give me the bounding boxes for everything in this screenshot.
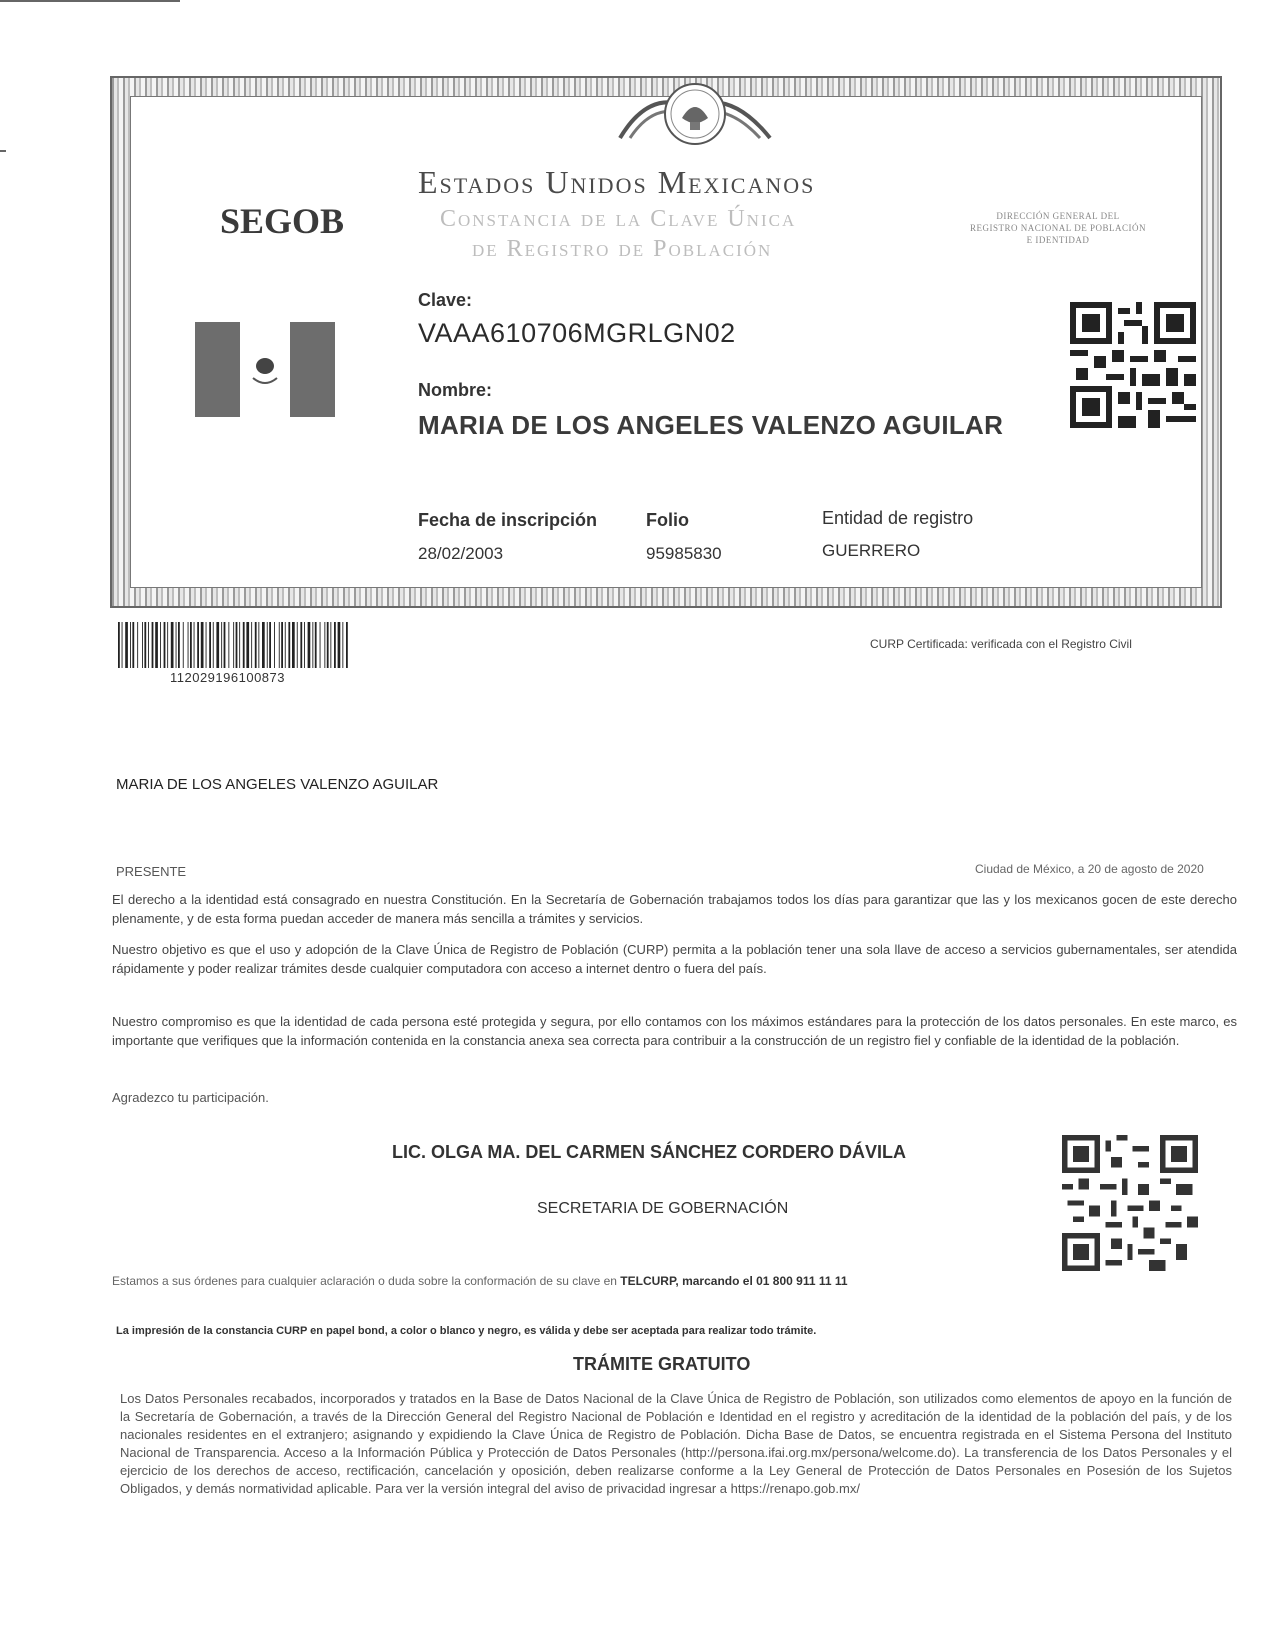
barcode-icon <box>118 622 348 668</box>
nombre-label: Nombre: <box>418 380 493 400</box>
letter-recipient: MARIA DE LOS ANGELES VALENZO AGUILAR <box>116 776 439 793</box>
qr-code-icon <box>1070 302 1196 428</box>
entidad-value: GUERRERO <box>822 541 921 560</box>
thanks-text: Agradezco tu participación. <box>112 1090 269 1105</box>
qr-code-icon <box>1062 1135 1198 1271</box>
certificate-subtitle-1: Constancia de la Clave Única <box>440 206 797 232</box>
barcode-number: 112029196100873 <box>170 670 285 685</box>
contact-phone: TELCURP, marcando el 01 800 911 11 11 <box>620 1274 848 1288</box>
entidad-label: Entidad de registro <box>822 508 974 528</box>
clave-label: Clave: <box>418 290 473 310</box>
tramite-gratuito: TRÁMITE GRATUITO <box>573 1354 751 1374</box>
dg-line-1: DIRECCIÓN GENERAL DEL <box>996 211 1120 221</box>
certificate-subtitle-2: de Registro de Población <box>472 236 773 262</box>
place-date: Ciudad de México, a 20 de agosto de 2020 <box>975 862 1204 876</box>
dg-line-3: E IDENTIDAD <box>1026 235 1090 245</box>
scan-artifact-mark <box>0 150 6 152</box>
dg-registro-nacional <box>938 210 1178 246</box>
contact-text: Estamos a sus órdenes para cualquier aclaración o duda sobre la conformación de su clave en <box>112 1274 621 1288</box>
dg-line-2: REGISTRO NACIONAL DE POBLACIÓN <box>970 223 1146 233</box>
paragraph-3: Nuestro compromiso es que la identidad de cada persona esté protegida y segura, por ello contamos con los máximos estándares para la protección de los datos personales. En este marco, es importante que verifiques que la información contenida en la constancia anexa sea correcta para contribuir a la construcción de un registro fiel y confiable de la identidad de la población. <box>112 1014 1237 1048</box>
curp-value: VAAA610706MGRLGN02 <box>418 318 736 348</box>
paragraph-1: El derecho a la identidad está consagrado en nuestra Constitución. En la Secretaría de Gobernación trabajamos todos los días para garantizar que las y los mexicanos gocen de este derecho plenamente, y de esta forma puedan acceder de manera más sencilla a trámites y servicios. <box>112 892 1237 926</box>
nombre-value: MARIA DE LOS ANGELES VALENZO AGUILAR <box>418 410 1004 440</box>
folio-value: 95985830 <box>646 544 722 563</box>
mexican-flag-icon <box>195 322 335 417</box>
curp-certified-note: CURP Certificada: verificada con el Registro Civil <box>870 637 1132 651</box>
privacy-notice: Los Datos Personales recabados, incorporados y tratados en la Base de Datos Nacional de la Clave Única de Registro de Población, son utilizados como elementos de apoyo en la función de la Secretaría de Gobernación, a través de la Dirección General del Registro Nacional de Población e Identidad en el registro y acreditación de la identidad de la población del país, y de los nacionales residentes en el extranjero; asignando y expidiendo la Clave Única de Registro de Población. Dicha Base de Datos, se encuentra registrada en el Sistema Persona del Instituto Nacional de Transparencia. Acceso a la Información Pública y Protección de Datos Personales (http://persona.ifai.org.mx/persona/welcome.do). La transferencia de los Datos Personales y el ejercicio de los derechos de acceso, rectificación, cancelación y oposición, deben realizarse conforme a la Ley General de Protección de Datos Personales en Posesión de los Sujetos Obligados, y demás normatividad aplicable. Para ver la versión integral del aviso de privacidad ingresar a https://renapo.gob.mx/ <box>120 1391 1232 1496</box>
impresion-note: La impresión de la constancia CURP en papel bond, a color o blanco y negro, es válida y debe ser aceptada para realizar todo trámite. <box>116 1325 817 1337</box>
coat-of-arms-icon <box>610 78 780 150</box>
fecha-label: Fecha de inscripción <box>418 510 598 530</box>
signer-role: SECRETARIA DE GOBERNACIÓN <box>537 1200 789 1217</box>
presente-label: PRESENTE <box>116 864 187 879</box>
segob-logo: SEGOB <box>220 201 345 241</box>
certificate-title: Estados Unidos Mexicanos <box>418 164 816 200</box>
scan-artifact-line <box>0 0 180 2</box>
paragraph-2: Nuestro objetivo es que el uso y adopción de la Clave Única de Registro de Población (CURP) permita a la población tener una sola llave de acceso a servicios gubernamentales, ser atendida rápidamente y poder realizar trámites desde cualquier computadora con acceso a internet dentro o fuera del país. <box>112 942 1237 976</box>
telcurp-contact <box>112 1274 848 1288</box>
signer-name: LIC. OLGA MA. DEL CARMEN SÁNCHEZ CORDERO DÁVILA <box>392 1142 907 1162</box>
folio-label: Folio <box>646 510 689 530</box>
fecha-value: 28/02/2003 <box>418 544 504 563</box>
